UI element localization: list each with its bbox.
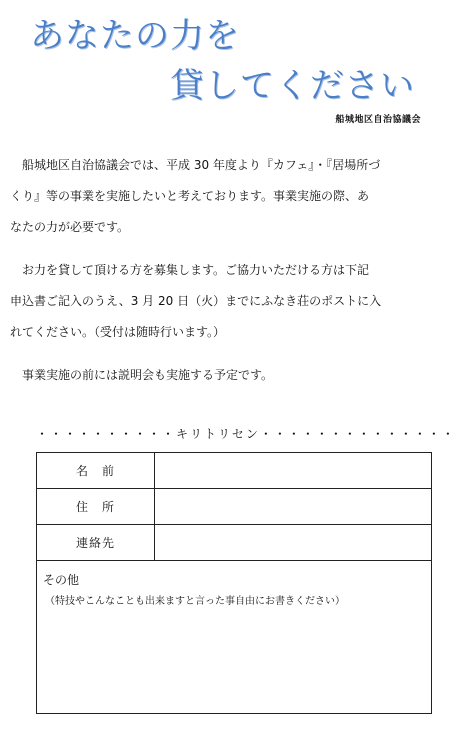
paragraph-line: 船城地区自治協議会では、平成 30 年度より『カフェ』・『居場所づ: [10, 158, 381, 172]
paragraph-intro: [10, 150, 450, 243]
form-label-contact: 連絡先: [37, 525, 155, 560]
paragraph-line: くり』等の事業を実施したいと考えております。事業実施の際、あ: [10, 189, 370, 203]
other-label: その他: [43, 573, 80, 587]
organization-name: 船城地区自治協議会: [335, 115, 421, 125]
form-row-name: [37, 453, 431, 489]
paragraph-line: 申込書ご記入のうえ、3 月 20 日（火）までにふなき荘のポストに入: [10, 294, 382, 308]
address-field[interactable]: [155, 489, 431, 524]
other-field[interactable]: [37, 561, 431, 621]
form-row-contact: [37, 525, 431, 561]
title-line-2: 貸してください: [170, 66, 415, 106]
paragraph-recruit: [10, 255, 450, 348]
paragraph-line: れてください。（受付は随時行います。）: [10, 325, 226, 339]
cut-line: ・・・・・・・・・・キリトリセン・・・・・・・・・・・・・・: [36, 427, 456, 441]
paragraph-line: なたの力が必要です。: [10, 220, 130, 234]
form-label-name: 名 前: [37, 453, 155, 488]
form-row-address: [37, 489, 431, 525]
paragraph-line: 事業実施の前には説明会も実施する予定です。: [10, 368, 274, 382]
name-field[interactable]: [155, 453, 431, 488]
other-note: （特技やこんなことも出来ますと言った事自由にお書きください）: [45, 596, 345, 607]
contact-field[interactable]: [155, 525, 431, 560]
paragraph-briefing: [10, 360, 450, 391]
paragraph-line: お力を貸して頂ける方を募集します。ご協力いただける方は下記: [10, 263, 370, 277]
form-label-address: 住 所: [37, 489, 155, 524]
application-form: [36, 452, 432, 714]
title-line-1: あなたの力を: [30, 16, 240, 56]
